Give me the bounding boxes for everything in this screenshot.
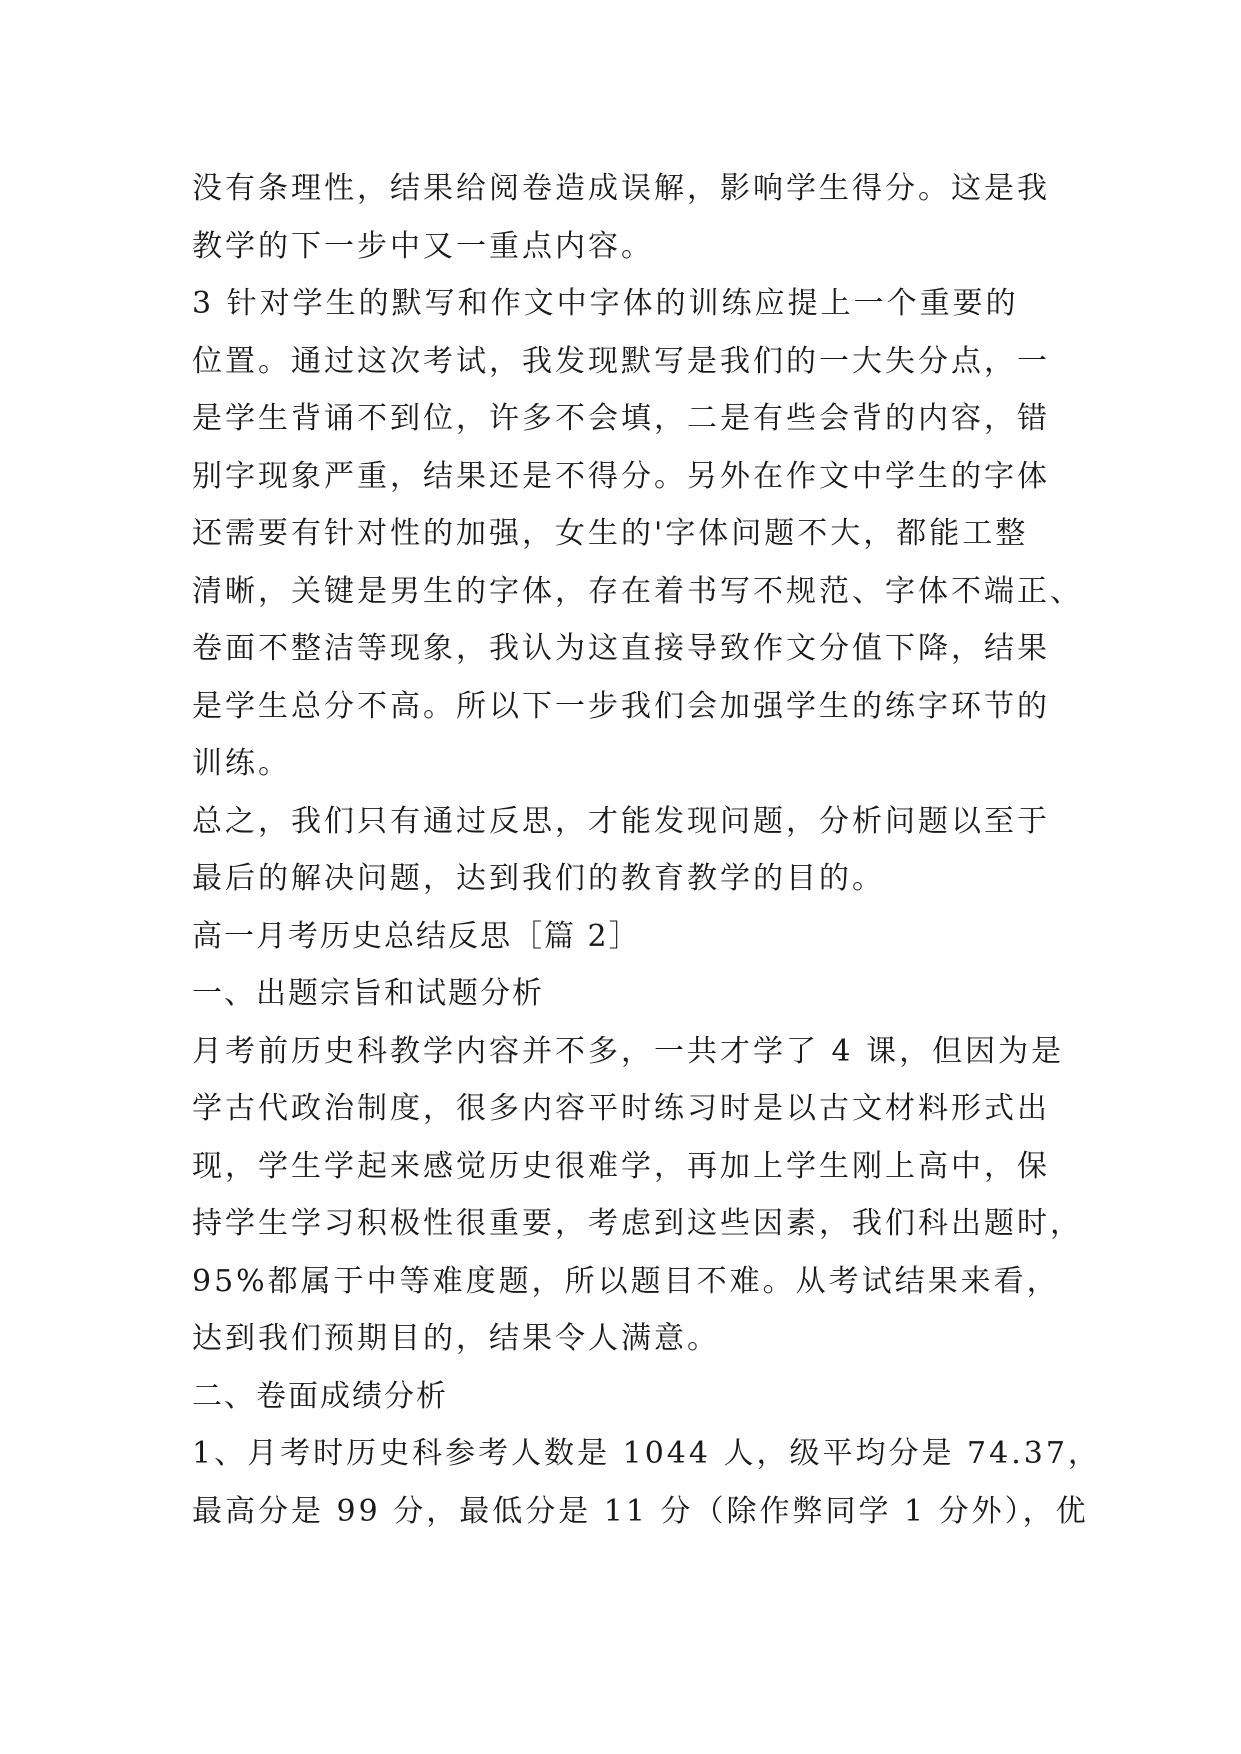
text-line: 总之，我们只有通过反思，才能发现问题，分析问题以至于 — [192, 803, 1050, 839]
text-line: 训练。 — [192, 746, 291, 781]
text-line: 卷面不整洁等现象，我认为这直接导致作文分值下降，结果 — [192, 631, 1050, 666]
text-line: 还需要有针对性的加强，女生的'字体问题不大，都能工整 — [192, 516, 1029, 551]
text-line: 教学的下一步中又一重点内容。 — [192, 228, 654, 264]
section-title: 高一月考历史总结反思［篇 2］ — [192, 918, 641, 954]
text-line: 3 针对学生的默写和作文中字体的训练应提上一个重要的 — [192, 286, 1019, 321]
text-line: 95%都属于中等难度题，所以题目不难。从考试结果来看， — [192, 1263, 1060, 1299]
text-line: 最高分是 99 分，最低分是 11 分（除作弊同学 1 分外），优 — [192, 1493, 1089, 1529]
text-line: 是学生总分不高。所以下一步我们会加强学生的练字环节的 — [192, 688, 1050, 724]
text-line: 达到我们预期目的，结果令人满意。 — [192, 1321, 720, 1356]
text-line: 现，学生学起来感觉历史很难学，再加上学生刚上高中，保 — [192, 1148, 1050, 1184]
text-line: 是学生背诵不到位，许多不会填，二是有些会背的内容，错 — [192, 401, 1050, 436]
text-line: 最后的解决问题，达到我们的教育教学的目的。 — [192, 861, 885, 896]
text-line: 别字现象严重，结果还是不得分。另外在作文中学生的字体 — [192, 458, 1050, 494]
text-line: 持学生学习积极性很重要，考虑到这些因素，我们科出题时， — [192, 1206, 1083, 1241]
text-line: 没有条理性，结果给阅卷造成误解，影响学生得分。这是我 — [192, 171, 1050, 206]
text-line: 清晰，关键是男生的字体，存在着书写不规范、字体不端正、 — [192, 573, 1083, 609]
text-line: 月考前历史科教学内容并不多，一共才学了 4 课，但因为是 — [192, 1033, 1065, 1069]
section-heading: 一、出题宗旨和试题分析 — [192, 976, 544, 1011]
text-line: 位置。通过这次考试，我发现默写是我们的一大失分点，一 — [192, 343, 1050, 379]
text-line: 1、月考时历史科参考人数是 1044 人，级平均分是 74.37， — [192, 1436, 1101, 1471]
text-line: 学古代政治制度，很多内容平时练习时是以古文材料形式出 — [192, 1091, 1050, 1126]
section-heading: 二、卷面成绩分析 — [192, 1378, 448, 1414]
document-body — [192, 160, 1101, 1540]
